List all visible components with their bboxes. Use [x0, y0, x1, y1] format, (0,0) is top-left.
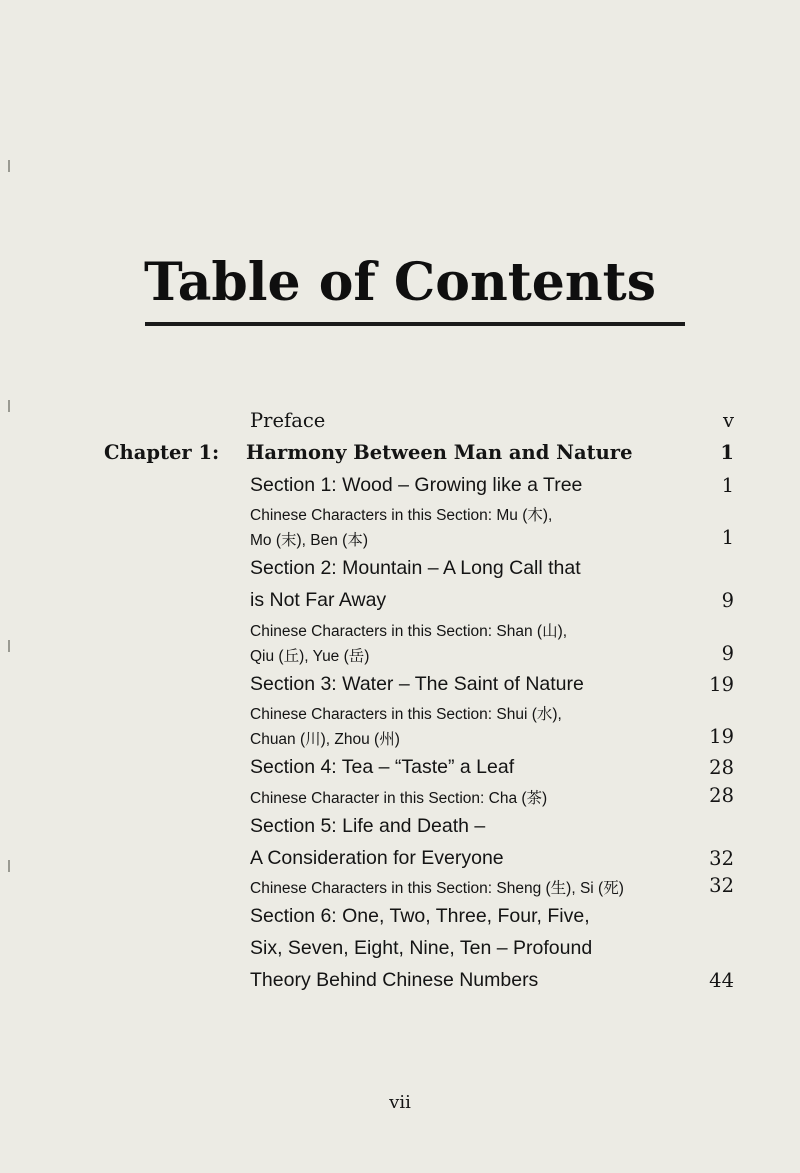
section-4-chars: Chinese Character in this Section: Cha (茶) [250, 790, 548, 807]
chapter-label: Chapter 1: [104, 441, 220, 464]
section-1-chars: Mo (末), Ben (本) [250, 532, 368, 549]
section-6-title: Theory Behind Chinese Numbers [250, 969, 539, 991]
page-title: Table of Contents [144, 252, 656, 313]
section-4-title: Section 4: Tea – “Taste” a Leaf [250, 756, 515, 778]
margin-mark [8, 400, 10, 412]
chapter-page: 1 [720, 441, 734, 464]
section-5-page: 32 [709, 847, 734, 870]
section-2-chars-page: 9 [721, 642, 734, 665]
section-1-page: 1 [721, 474, 734, 497]
section-1-chars: Chinese Characters in this Section: Mu (木), [250, 507, 553, 524]
title-rule [145, 322, 685, 326]
chapter-title: Harmony Between Man and Nature [246, 441, 633, 464]
section-2-title: Section 2: Mountain – A Long Call that [250, 557, 581, 579]
section-1-title: Section 1: Wood – Growing like a Tree [250, 474, 583, 496]
section-5-chars-page: 32 [709, 874, 734, 897]
preface-label: Preface [250, 409, 326, 432]
section-3-page: 19 [709, 673, 734, 696]
section-6-title: Six, Seven, Eight, Nine, Ten – Profound [250, 937, 593, 959]
section-5-title: Section 5: Life and Death – [250, 815, 486, 837]
section-3-title: Section 3: Water – The Saint of Nature [250, 673, 584, 695]
preface-page: v [722, 409, 734, 432]
margin-mark [8, 160, 10, 172]
section-3-chars-page: 19 [709, 725, 734, 748]
section-4-chars-page: 28 [709, 784, 734, 807]
section-6-title: Section 6: One, Two, Three, Four, Five, [250, 905, 590, 927]
margin-mark [8, 860, 10, 872]
section-1-chars-page: 1 [721, 526, 734, 549]
section-2-chars: Chinese Characters in this Section: Shan (山), [250, 623, 568, 640]
section-2-title: is Not Far Away [250, 589, 387, 611]
section-2-page: 9 [721, 589, 734, 612]
section-4-page: 28 [709, 756, 734, 779]
section-2-chars: Qiu (丘), Yue (岳) [250, 648, 370, 665]
section-3-chars: Chinese Characters in this Section: Shui (水), [250, 706, 562, 723]
section-6-page: 44 [709, 969, 734, 992]
section-5-chars: Chinese Characters in this Section: Sheng (生), Si (死) [250, 880, 624, 897]
section-5-title: A Consideration for Everyone [250, 847, 504, 869]
margin-mark [8, 640, 10, 652]
page-number: vii [389, 1092, 411, 1113]
section-3-chars: Chuan (川), Zhou (州) [250, 731, 400, 748]
